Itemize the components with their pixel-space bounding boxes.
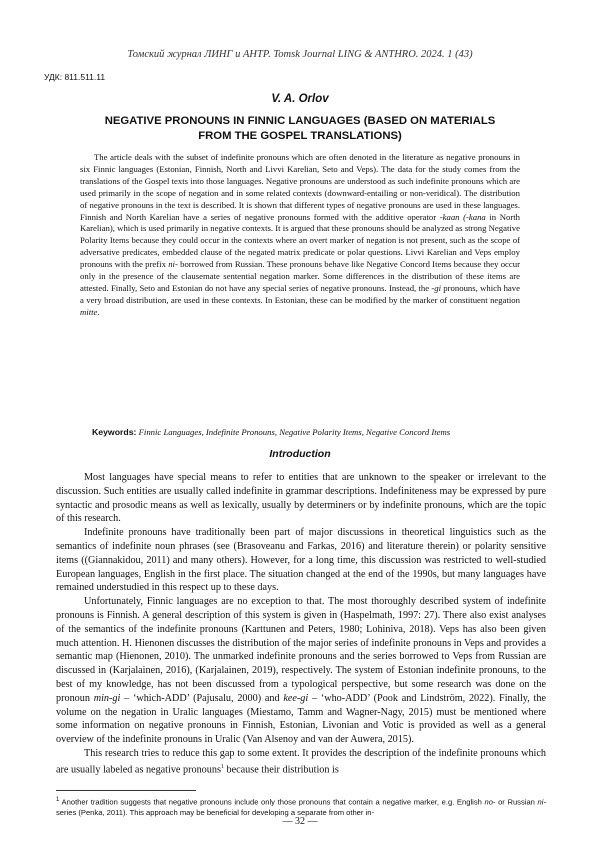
title-line-2: FROM THE GOSPEL TRANSLATIONS) [198, 130, 402, 142]
footnote-ref: 1 [220, 763, 224, 770]
abstract-text-3: borrowed from Russian. These pronouns behave like Negative Concord Items because they occur only in the presence of the clausemate sentential negation marker. Some differences in the distribution of these items are attested. Finally, Seto and Estonian do not have any special series of negative pronouns. Instead, the [80, 259, 521, 293]
footnote-text-c: series (Penka, 2011). This approach may be beneficial for developing a separate from other in- [56, 807, 374, 817]
keywords-text: Finnic Languages, Indefinite Pronouns, Negative Polarity Items, Negative Concord Items [138, 427, 451, 437]
abstract-term-kaan: -kaan (-kana [439, 211, 486, 222]
paragraph-4 [56, 747, 546, 777]
abstract-text-1: The article deals with the subset of indefinite pronouns which are often denoted in the literature as negative pronouns in six Finnic languages (Estonian, Finnish, North and Livvi Karelian, Seto and Veps). The data for the study comes from the translations of the Gospel texts into those languages. Negative pronouns are understood as such indefinite pronouns which are used primarily in the scope of negation and in some related contexts (downward-entailing or non-veridical). The distribution of negative pronouns in the text is described. It is shown that different types of negative pronouns are used in these languages. Finnish and North Karelian have a series of negative pronouns formed with the additive operator [80, 152, 520, 222]
footnote-term-no: no- [484, 797, 496, 807]
journal-header: Томский журнал ЛИНГ и АНТР. Tomsk Journal LING & ANTHRO. 2024. 1 (43) [127, 49, 473, 60]
udk-code: УДК: 811.511.11 [44, 72, 106, 82]
abstract-text-5: . [97, 306, 100, 317]
paragraph-4-text-b: because their distribution is [223, 764, 339, 776]
paper-title [80, 114, 520, 144]
body-text [56, 471, 546, 777]
paragraph-2: Indefinite pronouns have traditionally been part of major discussions in theoretical linguistics such as the semantics of indefinite noun phrases (see (Brasoveanu and Farkas, 2016) and literature therein) or polarity sensitive items ((Giannakidou, 2011) and many others). However, for a long time, this discussion was restricted to well-studied European languages, English in the first place. The situation changed at the end of the 1990s, but many languages have remained understudied in this respect up to these days. [56, 527, 546, 594]
section-title: Introduction [269, 448, 331, 460]
footnote-text-a: Another tradition suggests that negative pronouns include only those pronouns that contain a negative marker, e.g. English [59, 797, 485, 807]
paragraph-4-text-a: This research tries to reduce this gap to some extent. It provides the description of the indefinite pronouns which are usually labeled as negative pronouns [56, 747, 546, 776]
term-keegi: kee-gi [283, 692, 309, 704]
footnote-text-b: or Russian [495, 797, 538, 807]
abstract-term-gi: -gi [431, 282, 442, 293]
footnote [56, 795, 546, 818]
keywords [92, 427, 522, 437]
keywords-label: Keywords: [92, 427, 137, 437]
abstract-text-2: in North Karelian), which is used primarily in negative contexts. It is argued that these pronouns should be analyzed as strong Negative Polarity Items because they could occur in the contexts where an overt marker of negation is not present, such as the scope of adversative predicates, embedded clause of the negated matrix predicate or polar questions. Livvi Karelian and Veps employ pronouns with the prefix [80, 211, 520, 270]
paragraph-3-text-b: – ‘which-ADD’ (Pajusalu, 2000) and [120, 692, 284, 704]
footnote-term-ni: ni- [537, 797, 546, 807]
paragraph-3-text-a: Unfortunately, Finnic languages are no exception to that. The most thoroughly described system of indefinite pronouns is Finnish. A general description of this system is given in (Haspelmath, 1997: 27). There also exist analyses of the semantics of the indefinite pronouns (Karttunen and Peters, 1980; Lohiniva, 2018). Veps has also been given much attention. H. Hienonen discusses the distribution of the major series of indefinite pronouns in Veps and provides a semantic map (Hienonen, 2010). The unmarked indefinite pronouns and the series borrowed to Veps from Russian are discussed in (Karjalainen, 2016), (Karjalainen, 2019), respectively. The system of Estonian indefinite pronouns, to the best of my knowledge, has not been discussed from a typological perspective, but some research was done on the pronoun [56, 596, 546, 704]
footnote-mark: 1 [56, 797, 60, 803]
author-name: V. A. Orlov [271, 93, 329, 105]
abstract [80, 152, 520, 319]
paragraph-3-text-c: – ‘who-ADD’ (Pook and Lindström, 2022). Finally, the volume on the negation in Uralic languages (Miestamo, Tamm and Wagner-Nagy, 2015) must be mentioned where some information on negative pronouns in Finnish, Estonian, Livonian and Votic is provided as well as a general overview of the indefinite pronouns in Uralic (Van Alsenoy and van der Auwera, 2015). [56, 692, 546, 746]
footnote-divider [56, 790, 196, 791]
abstract-term-ni: ni- [168, 259, 178, 270]
term-mingi: min-gi [93, 692, 121, 704]
page-number: — 32 — [282, 816, 318, 827]
paragraph-1: Most languages have special means to refer to entities that are unknown to the speaker or irrelevant to the discussion. Such entities are usually called indefinite in grammar descriptions. Indefiniteness may be expressed by pure syntactic and prosodic means as well as lexically, usually by determiners or by indefinite pronouns, which are the topic of this research. [56, 472, 546, 525]
abstract-text-4: pronouns, which have a very broad distribution, are used in these contexts. In Estonian, these can be modified by the marker of constituent negation [80, 282, 520, 305]
title-line-1: NEGATIVE PRONOUNS IN FINNIC LANGUAGES (BASED ON MATERIALS [104, 115, 496, 127]
paragraph-3 [56, 595, 546, 747]
abstract-term-mitte: mitte [80, 306, 98, 317]
